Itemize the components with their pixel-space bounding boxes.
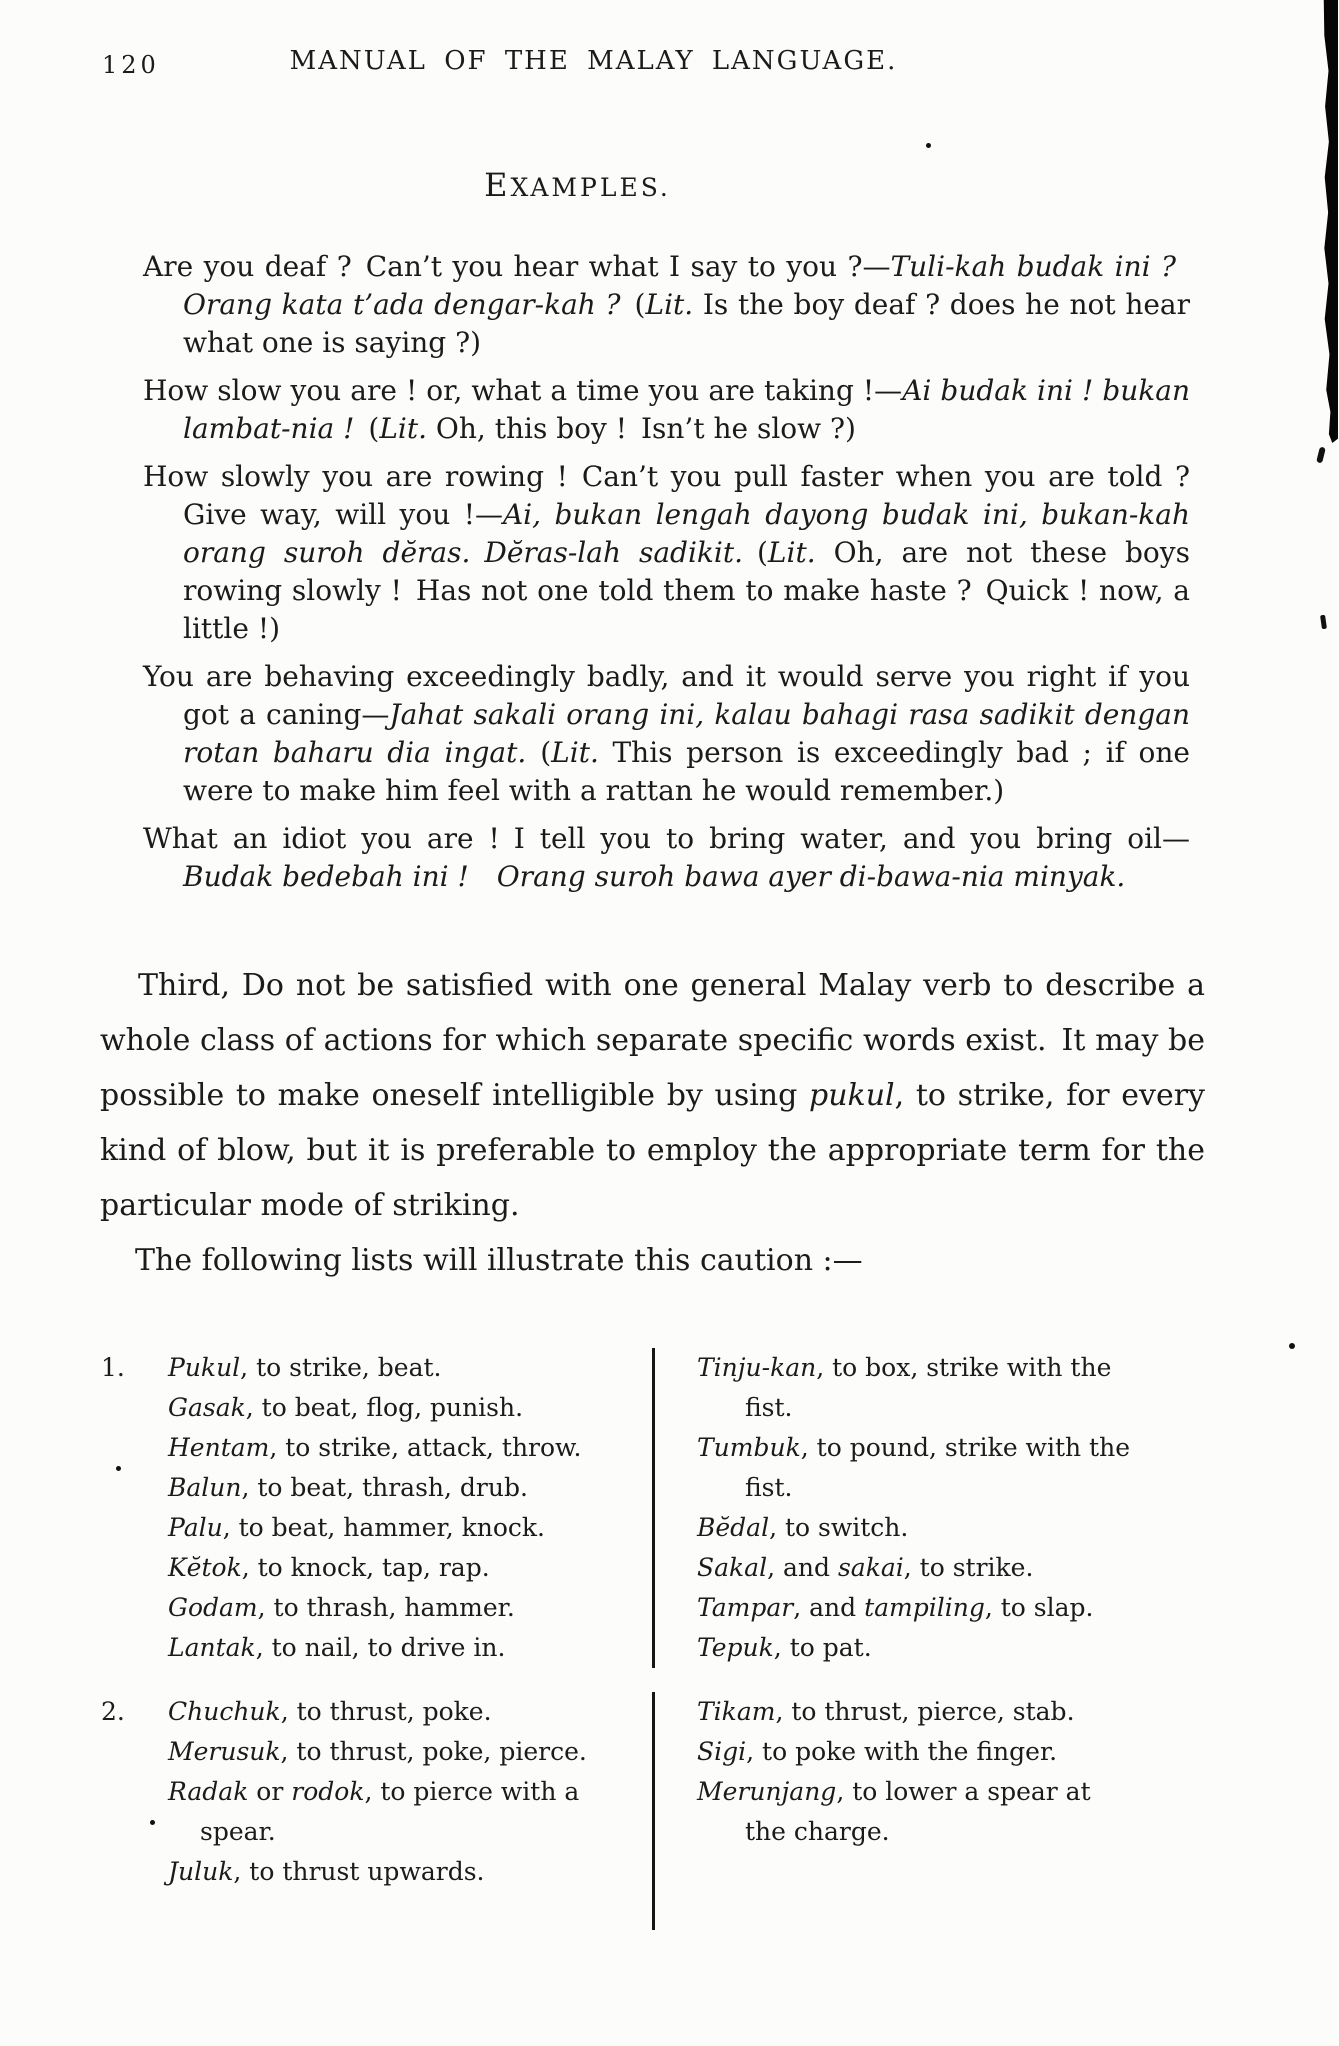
verb-list-2 [100,1692,1205,1930]
scan-speck [1316,447,1326,464]
scan-speck [150,1820,155,1825]
list-item: Tepuk, to pat. [697,1633,872,1662]
list-item: Tumbuk, to pound, strike with the fist. [697,1433,1130,1502]
verb-list-2-right-column [652,1692,1135,1930]
body-paragraph: Third, Do not be satisfied with one general Malay verb to describe a whole class of actions for which separate specific words exist. It may be possible to make oneself intelligible by using pukul, to strike, for every kind of blow, but it is preferable to employ the appropriate term for the particular mode of striking. [100,968,1205,1223]
running-title: MANUAL OF THE MALAY LANGUAGE. [289,46,898,76]
scan-edge-artifact [1319,0,1338,443]
section-heading [100,166,1205,204]
verb-list-1 [100,1348,1205,1668]
list-item: Tinju-kan, to box, strike with the fist. [697,1353,1112,1422]
section-heading-initial: E [484,166,511,204]
verb-list-1-left-column [100,1348,652,1668]
list-item: Balun, to beat, thrash, drub. [168,1473,528,1502]
list-item: Palu, to beat, hammer, knock. [168,1513,545,1542]
page-header [100,46,1205,79]
example-paragraph: How slowly you are rowing ! Can’t you pull faster when you are told ? Give way, will you !—Ai, bukan lengah dayong budak ini, bukan-kah orang suroh dĕras. Dĕras-lah sadikit. (Lit. Oh, are not these boys rowing slowly ! Has not one told them to make haste ? Quick ! now, a little !) [143,460,1191,645]
list-item: Merunjang, to lower a spear at the charge. [697,1777,1091,1846]
list-item: Hentam, to strike, attack, throw. [168,1433,582,1462]
verb-list-1-right-column [652,1348,1135,1668]
example-paragraph: You are behaving exceedingly badly, and it would serve you right if you got a caning—Jahat sakali orang ini, kalau bahagi rasa sadikit dengan rotan baharu dia ingat. (Lit. This person is exceedingly bad ; if one were to make him feel with a rattan he would remember.) [143,660,1191,807]
body-text-block [100,958,1205,1288]
scan-speck [116,1466,121,1471]
list-item: Bĕdal, to switch. [697,1513,909,1542]
list-item: Tikam, to thrust, pierce, stab. [697,1697,1075,1726]
list-item: Radak or rodok, to pierce with a spear. [168,1777,580,1846]
example-paragraph: How slow you are ! or, what a time you are taking !—Ai budak ini ! bukan lambat-nia ! (Lit. Oh, this boy ! Isn’t he slow ?) [143,374,1190,445]
example-paragraph: Are you deaf ? Can’t you hear what I say to you ?—Tuli-kah budak ini ? Orang kata t’ada dengar-kah ? (Lit. Is the boy deaf ? does he not hear what one is saying ?) [143,250,1190,359]
verb-list-2-left-column [100,1692,652,1930]
scan-speck [1320,615,1327,630]
scan-speck [926,143,931,148]
list-item: Gasak, to beat, flog, punish. [168,1393,524,1422]
list-item: 1. Pukul, to strike, beat. [101,1353,442,1382]
list-item: Godam, to thrash, hammer. [168,1593,515,1622]
body-paragraph: The following lists will illustrate this caution :— [135,1243,863,1278]
page-number: 120 [102,51,160,79]
list-item: Lantak, to nail, to drive in. [168,1633,506,1662]
list-item: Kĕtok, to knock, tap, rap. [168,1553,490,1582]
example-paragraph: What an idiot you are ! I tell you to bring water, and you bring oil—Budak bedebah ini ! Orang suroh bawa ayer di-bawa-nia minyak. [143,822,1190,893]
list-item: Sakal, and sakai, to strike. [697,1553,1034,1582]
scan-speck [1289,1343,1295,1349]
section-heading-rest: XAMPLES. [510,173,671,202]
list-item: Juluk, to thrust upwards. [168,1857,485,1886]
list-item: Tampar, and tampiling, to slap. [697,1593,1094,1622]
list-item: 2. Chuchuk, to thrust, poke. [101,1697,492,1726]
list-item: Sigi, to poke with the finger. [697,1737,1058,1766]
list-item: Merusuk, to thrust, poke, pierce. [168,1737,587,1766]
examples-block [100,248,1190,906]
